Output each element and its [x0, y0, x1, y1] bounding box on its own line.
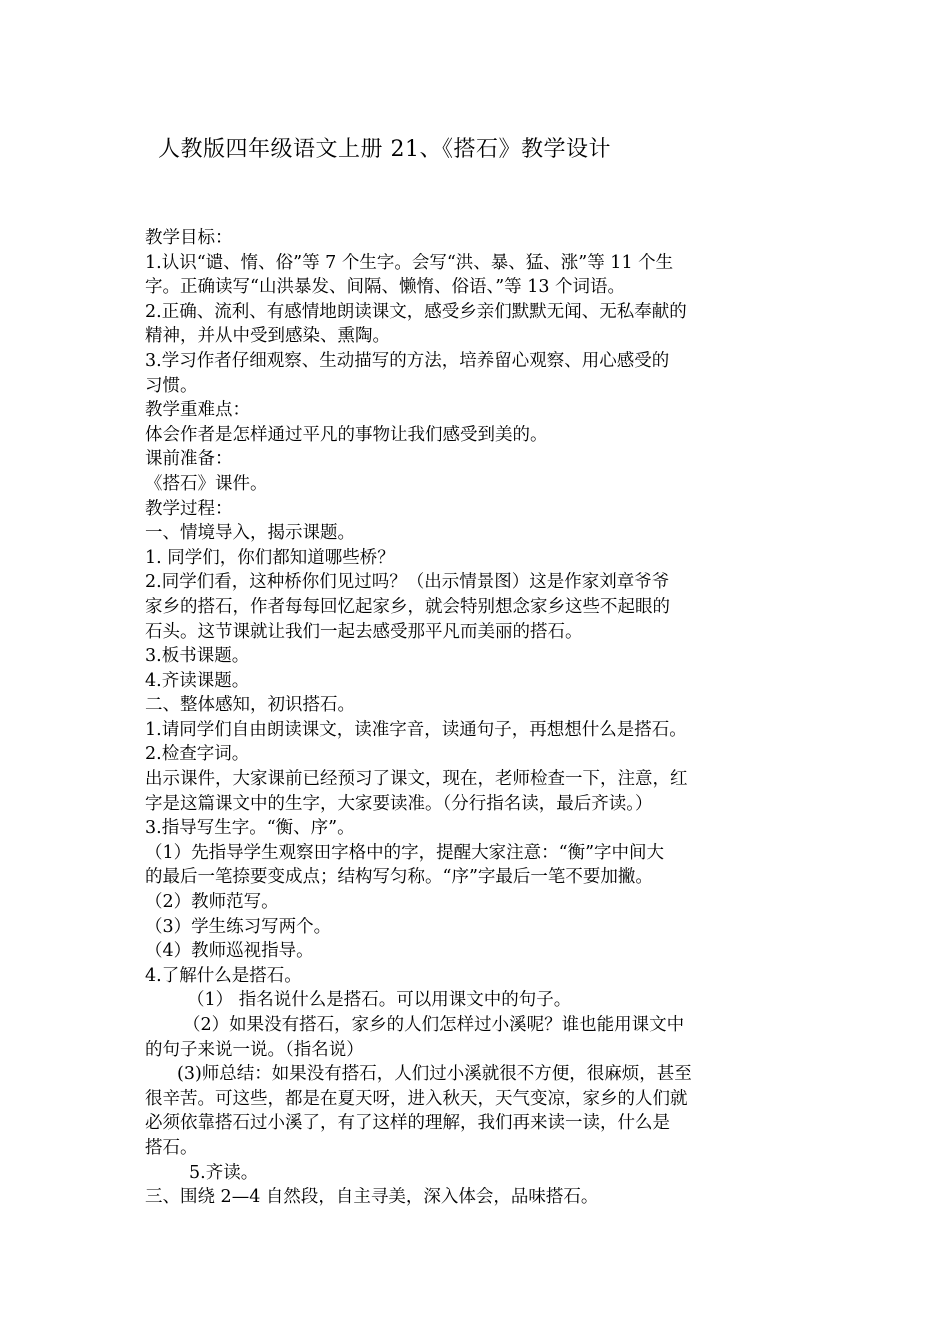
text-line: 搭石。: [145, 1137, 198, 1158]
text-line: 1.认识“谴、惰、俗”等 7 个生字。会写“洪、暴、猛、涨”等 11 个生: [145, 252, 674, 273]
text-line: 三、围绕 2—4 自然段，自主寻美，深入体会，品味搭石。: [145, 1187, 599, 1208]
text-line: 课前准备：: [145, 449, 233, 470]
text-line: 《搭石》课件。: [145, 473, 268, 494]
text-line: 1. 同学们，你们都知道哪些桥？: [145, 547, 395, 568]
text-line: 体会作者是怎样通过平凡的事物让我们感受到美的。: [145, 424, 548, 445]
text-line: 出示课件，大家课前已经预习了课文，现在，老师检查一下，注意，红: [145, 769, 688, 790]
text-line: （2）如果没有搭石，家乡的人们怎样过小溪呢？谁也能用课文中: [183, 1015, 685, 1035]
text-line: 4.了解什么是搭石。: [145, 965, 302, 986]
text-line: 3.板书课题。: [145, 646, 250, 667]
text-line: 2.检查字词。: [145, 744, 250, 765]
document-body: [145, 226, 810, 1210]
text-line: 3.指导写生字。“衡、序”。: [145, 818, 355, 839]
text-line: 一、情境导入，揭示课题。: [145, 523, 355, 544]
text-line: 1.请同学们自由朗读课文，读准字音，读通句子，再想想什么是搭石。: [145, 719, 687, 740]
text-line: 4.齐读课题。: [145, 670, 250, 691]
text-line: 教学目标：: [145, 228, 233, 248]
text-line: 5.齐读。: [189, 1162, 259, 1183]
text-line: （1） 指名说什么是搭石。可以用课文中的句子。: [187, 990, 572, 1011]
text-line: 教学重难点：: [145, 400, 250, 421]
text-line: 教学过程：: [145, 498, 233, 519]
text-line: 的句子来说一说。（指名说）: [145, 1039, 364, 1060]
document-title: 人教版四年级语文上册 21、《搭石》教学设计: [158, 137, 611, 162]
text-line: 3.学习作者仔细观察、生动描写的方法，培养留心观察、用心感受的: [145, 350, 670, 371]
text-line: 的最后一笔捺要变成点；结构写匀称。“序”字最后一笔不要加撇。: [145, 867, 653, 888]
text-line: 家乡的搭石，作者每每回忆起家乡，就会特别想念家乡这些不起眼的: [145, 596, 670, 617]
text-line: （1）先指导学生观察田字格中的字，提醒大家注意：“衡”字中间大: [145, 842, 665, 863]
text-line: 石头。这节课就让我们一起去感受那平凡而美丽的搭石。: [145, 621, 583, 642]
text-line: （4）教师巡视指导。: [145, 941, 314, 962]
text-line: 2.同学们看，这种桥你们见过吗？（出示情景图）这是作家刘章爷爷: [145, 572, 670, 593]
text-line: （2）教师范写。: [145, 892, 279, 913]
text-line: （3）学生练习写两个。: [145, 916, 332, 937]
text-line: 习惯。: [145, 375, 198, 396]
text-line: 精神，并从中受到感染、熏陶。: [145, 326, 390, 347]
text-line: 2.正确、流利、有感情地朗读课文，感受乡亲们默默无闻、无私奉献的: [145, 301, 687, 322]
text-line: 字是这篇课文中的生字，大家要读准。（分行指名读，最后齐读。）: [145, 793, 653, 814]
text-line: 很辛苦。可这些，都是在夏天呀，进入秋天，天气变凉，家乡的人们就: [145, 1088, 688, 1109]
text-line: 字。正确读写“山洪暴发、间隔、懒惰、俗语、”等 13 个词语。: [145, 277, 626, 298]
text-line: 必须依靠搭石过小溪了，有了这样的理解，我们再来读一读，什么是: [145, 1113, 670, 1134]
text-line: (3)师总结：如果没有搭石，人们过小溪就很不方便，很麻烦，甚至: [177, 1064, 692, 1085]
text-line: 二、整体感知，初识搭石。: [145, 695, 355, 716]
